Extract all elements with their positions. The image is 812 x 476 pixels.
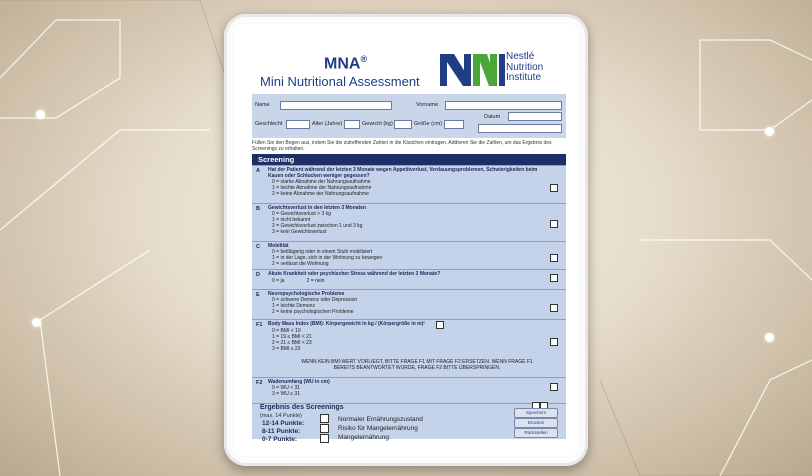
score-label: Mangelernährung xyxy=(338,434,389,441)
name-field[interactable] xyxy=(280,101,392,110)
tablet-frame xyxy=(224,14,588,466)
bmi-input[interactable] xyxy=(436,321,444,329)
score-range: 12-14 Punkte: xyxy=(262,420,305,427)
geschlecht-label: Geschlecht xyxy=(255,121,283,127)
question-letter: D xyxy=(256,272,260,278)
question-text: Wadenumfang (WU in cm) xyxy=(268,379,330,385)
question-letter: C xyxy=(256,244,260,250)
option: 0 = bettlägerig oder in einem Stuhl mobilisiert xyxy=(272,249,373,255)
question-e xyxy=(252,289,566,320)
screening-body xyxy=(252,165,566,438)
question-f2 xyxy=(252,377,566,404)
option: 3 = BMI ≥ 23 xyxy=(272,346,301,352)
alter-label: Alter (Jahre) xyxy=(312,121,343,127)
decor-dot xyxy=(765,127,774,136)
answer-checkbox[interactable] xyxy=(550,304,558,312)
option: 1 = nicht bekannt xyxy=(272,217,311,223)
option: 0 = Gewichtsverlust > 3 kg xyxy=(272,211,331,217)
decor-dot xyxy=(32,318,41,327)
question-text: Hat der Patient während der letzten 3 Monate wegen Appetitverlust, Verdauungsproblemen, Schwierigkeiten beim Kauen oder Schlucken weniger gegessen? xyxy=(268,167,538,179)
result-subtitle: (max. 14 Punkte) xyxy=(260,413,302,419)
question-text: Akute Krankheit oder psychischer Stress während der letzten 3 Monate? xyxy=(268,271,441,277)
score-label: Risiko für Mangelernährung xyxy=(338,425,418,432)
option: 0 = ja 2 = nein xyxy=(272,278,325,284)
score-checkbox[interactable] xyxy=(320,414,329,423)
option: 1 = 19 ≤ BMI < 21 xyxy=(272,334,312,340)
gewicht-label: Gewicht (kg) xyxy=(362,121,393,127)
logo-text: Nestlé Nutrition Institute xyxy=(506,51,544,83)
header xyxy=(234,24,578,98)
page-subtitle: Mini Nutritional Assessment xyxy=(260,74,420,89)
option: 1 = leichte Abnahme der Nahrungsaufnahme xyxy=(272,185,372,191)
question-text: Mobilität xyxy=(268,243,289,249)
option: 2 = 21 ≤ BMI < 23 xyxy=(272,340,312,346)
question-c xyxy=(252,241,566,270)
datum-field[interactable] xyxy=(508,112,562,121)
answer-checkbox[interactable] xyxy=(550,254,558,262)
print-button[interactable]: Drucken xyxy=(514,418,558,428)
decor-dot xyxy=(765,333,774,342)
question-letter: F2 xyxy=(256,380,263,386)
question-b xyxy=(252,203,566,242)
question-letter: F1 xyxy=(256,322,263,328)
score-range: 0-7 Punkte: xyxy=(262,436,298,443)
option: 2 = keine Abnahme der Nahrungsaufnahme xyxy=(272,191,369,197)
question-letter: B xyxy=(256,206,260,212)
option: 3 = kein Gewichtsverlust xyxy=(272,229,327,235)
datum-label: Datum xyxy=(484,114,501,120)
tablet-screen xyxy=(234,24,578,456)
question-text: Neuropsychologische Probleme xyxy=(268,291,345,297)
answer-checkbox[interactable] xyxy=(550,220,558,228)
save-button[interactable]: Speichern xyxy=(514,408,558,418)
score-range: 8-11 Punkte: xyxy=(262,428,301,435)
decor-dot xyxy=(36,110,45,119)
question-text: Body Mass Index (BMI): Körpergewicht in kg / (Körpergröße in m)² xyxy=(268,321,425,327)
page-title: MNA® xyxy=(324,54,368,73)
option: 0 = schwere Demenz oder Depression xyxy=(272,297,358,303)
geschlecht-field[interactable] xyxy=(286,120,310,129)
score-label: Normaler Ernährungszustand xyxy=(338,416,423,423)
alter-field[interactable] xyxy=(344,120,360,129)
nni-logo-icon xyxy=(440,52,564,88)
reset-button[interactable]: Rückstellen xyxy=(514,428,558,438)
question-a xyxy=(252,165,566,204)
score-checkbox[interactable] xyxy=(320,434,329,443)
question-d xyxy=(252,269,566,290)
extra-field[interactable] xyxy=(478,124,562,133)
option: 3 = WU ≥ 31 xyxy=(272,391,300,397)
score-checkbox[interactable] xyxy=(320,424,329,433)
gewicht-field[interactable] xyxy=(394,120,412,129)
answer-checkbox[interactable] xyxy=(550,274,558,282)
option: 2 = Gewichtsverlust zwischen 1 und 3 kg xyxy=(272,223,363,229)
option: 0 = BMI < 19 xyxy=(272,328,301,334)
result-title: Ergebnis des Screenings xyxy=(260,404,344,411)
question-f1 xyxy=(252,319,566,358)
screening-header: Screening xyxy=(252,154,566,165)
vorname-label: Vorname xyxy=(416,102,439,108)
groesse-field[interactable] xyxy=(444,120,464,129)
question-text: Gewichtsverlust in den letzten 3 Monaten xyxy=(268,205,367,211)
option: 1 = leichte Demenz xyxy=(272,303,315,309)
answer-checkbox[interactable] xyxy=(550,338,558,346)
option: 2 = keine psychologischen Probleme xyxy=(272,309,354,315)
vorname-field[interactable] xyxy=(445,101,562,110)
option: 1 = in der Lage, sich in der Wohnung zu bewegen xyxy=(272,255,383,261)
answer-checkbox[interactable] xyxy=(550,383,558,391)
instructions: Füllen Sie den Bogen aus, indem Sie die zutreffenden Zahlen in die Kästchen eintragen. Addieren Sie die Zahlen, um das Ergebnis des Screenings zu erhalten. xyxy=(252,140,552,152)
bmi-note: WENN KEIN BMI-WERT VORLIEGT, BITTE FRAGE F1 MIT FRAGE F2 ERSETZEN. WENN FRAGE F1 BEREITS BEANTWORTET WURDE, FRAGE F2 BITTE ÜBERSPRINGEN. xyxy=(301,359,533,371)
question-letter: E xyxy=(256,292,260,298)
question-letter: A xyxy=(256,168,260,174)
option: 2 = verlässt die Wohnung xyxy=(272,261,329,267)
name-label: Name xyxy=(255,102,270,108)
groesse-label: Größe (cm) xyxy=(414,121,443,127)
patient-form xyxy=(252,94,566,138)
answer-checkbox[interactable] xyxy=(550,184,558,192)
option: 0 = WU < 31 xyxy=(272,385,301,391)
option: 0 = starke Abnahme der Nahrungsaufnahme xyxy=(272,179,371,185)
